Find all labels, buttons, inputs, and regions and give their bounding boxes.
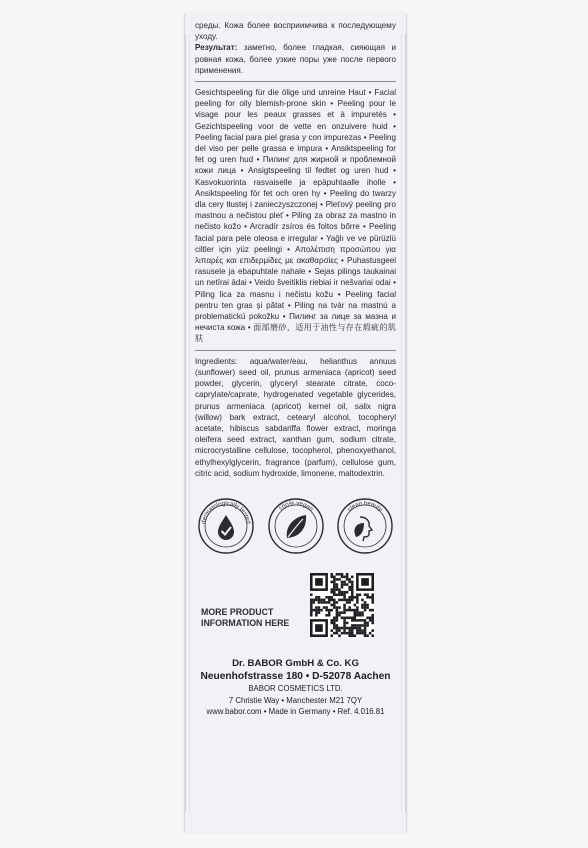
uk-company-address: 7 Christie Way • Manchester M21 7QY bbox=[228, 695, 363, 705]
check-drop-icon bbox=[197, 497, 255, 555]
divider bbox=[195, 350, 396, 351]
intro-line: среды. Кожа более восприимчива к последующему уходу. bbox=[195, 21, 396, 42]
more-info-line1: MORE PRODUCT bbox=[201, 606, 274, 617]
more-info-row bbox=[195, 569, 396, 651]
website-and-ref: www.babor.com • Made in Germany • Ref. 4.016.81 bbox=[206, 706, 385, 716]
leaf-icon bbox=[267, 497, 325, 555]
company-info bbox=[195, 657, 396, 717]
divider bbox=[195, 81, 396, 82]
more-info-line2: INFORMATION HERE bbox=[201, 617, 290, 628]
result-label: Результат: bbox=[195, 43, 238, 53]
vegan-badge bbox=[267, 497, 325, 555]
qr-code-icon[interactable] bbox=[310, 573, 374, 637]
box-fold-right bbox=[401, 34, 406, 812]
more-product-info-label bbox=[201, 607, 301, 629]
dermatologically-tested-badge bbox=[197, 497, 255, 555]
ingredients-list: Ingredients: aqua/water/eau, helianthus annuus (sunflower) seed oil, prunus armeniaca (apricot) seed powder, glycerin, glyceryl stearate citrate, coco-caprylate/caprate, hydrogenated vegetable glycerides, prunus armeniaca (apricot) kernel oil, salix nigra (willow) bark extract, cetearyl alcohol, tocopheryl acetate, hibiscus sabdariffa flower extract, moringa oleifera seed extract, xanthan gum, sodium citrate, microcrystalline cellulose, tocopherol, phenoxyethanol, ethylhexylglycerin, fragrance (parfum), cellulose gum, citric acid, sodium hydroxide, limonene, maltodextrin. bbox=[195, 356, 396, 478]
uk-company-name: BABOR COSMETICS LTD. bbox=[248, 683, 343, 693]
clean-beauty-badge bbox=[336, 497, 394, 555]
certification-badges bbox=[195, 497, 396, 555]
multilingual-description: Gesichtspeeling für die ölige und unreine Haut • Facial peeling for oily blemish-prone skin • Peeling pour le visage pour les peaux grasses et à impuretés • Gezichtspeeling voor de vette en onzuivere huid • Peeling facial para piel grasa y con impurezas • Peeling del viso per pelle grassa e impura • Ansiktspeeling for fet og uren hud • Пилинг для жирной и проблемной кожи лица • Ansigtspeeling til fedtet og uren hud • Kasvokuorinta rasvaiselle ja epäpuhtaalle iholle • Ansiktspeeling för fet och oren hy • Peeling do twarzy dla cery tłustej i zanieczyszczonej • Pleťový peeling pro mastnou a nečistou pleť • Piling za obraz za mastno in nečisto kožo • Arcradír zsíros és foltos bőrre • Peeling facial para pele oleosa e irregular • Yağlı ve ve pürüzlü ciltler için yüz peelingi • Απολέπιση προσώπου για λιπαρές και επιδερμίδες με ακαθαρσίες • Puhastusgeel rasusele ja ebapuhtale nahale • Sejas pilings taukainai un netīrai ādai • Veido šveitiklis riebiai ir nešvariai odai • Piling lica za masnu i nečistu kožu • Peeling facial pentru ten gras și pătat • Piling na tvár na mastnú a problematickú pokožku • Пилинг за лице за мазна и нечиста кожа • 面部磨砂，适用于油性与存在瑕疵的肌肤 bbox=[195, 88, 396, 344]
box-fold-left bbox=[185, 34, 190, 812]
badge-label-vegan: 100% vegan bbox=[277, 500, 314, 513]
company-address: Neuenhofstrasse 180 • D-52078 Aachen bbox=[200, 670, 391, 682]
company-name: Dr. BABOR GmbH & Co. KG bbox=[232, 657, 359, 669]
panel-content bbox=[195, 20, 396, 717]
product-box-side-panel bbox=[184, 14, 407, 832]
face-leaf-icon bbox=[336, 497, 394, 555]
badge-label-derm: dermatologically tested bbox=[201, 500, 251, 525]
russian-directions bbox=[195, 20, 396, 76]
badge-label-clean: clean beauty bbox=[346, 500, 384, 513]
result-text: заметно, более гладкая, сияющая и ровная кожа, более узкие поры уже после первого применения. bbox=[195, 43, 396, 75]
